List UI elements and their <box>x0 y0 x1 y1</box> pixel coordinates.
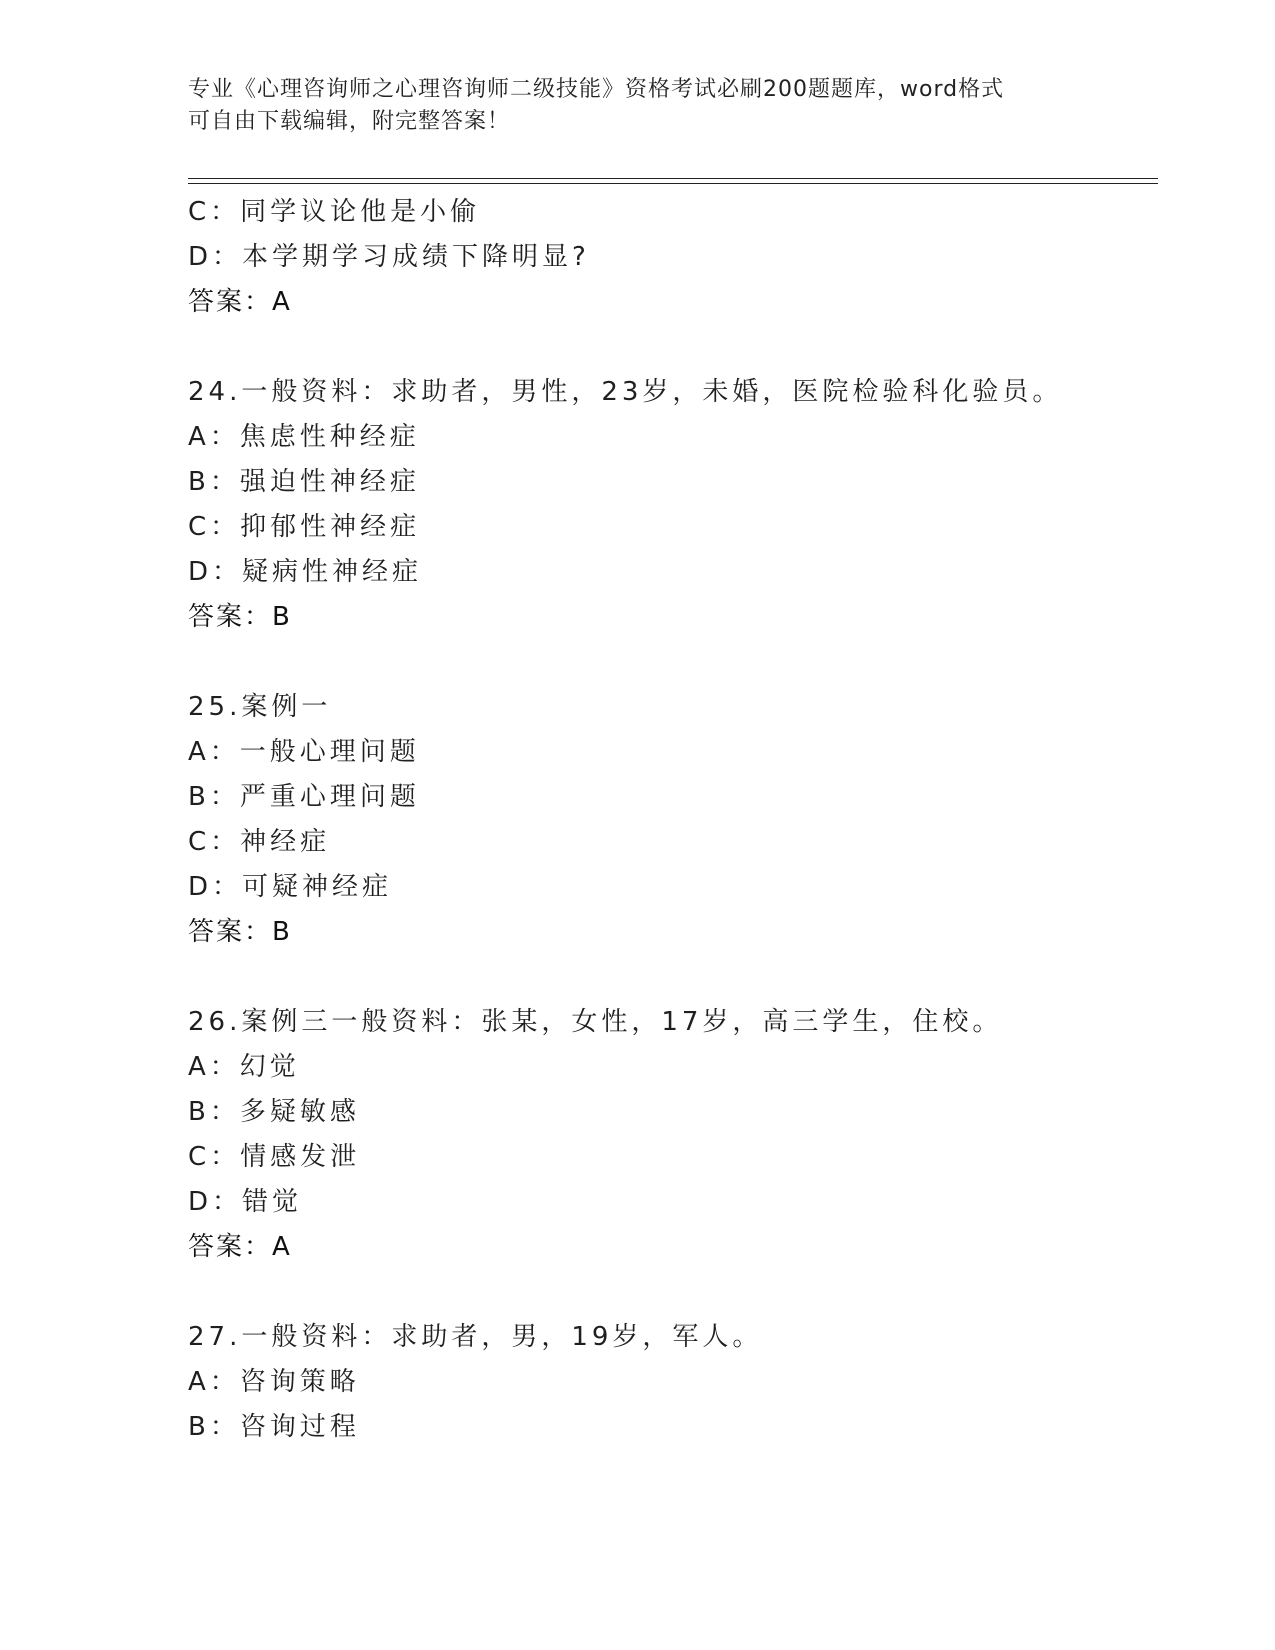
question-25 <box>188 685 1148 955</box>
option-b: B：强迫性神经症 <box>188 467 420 497</box>
question-27 <box>188 1315 1148 1450</box>
header-divider-top <box>188 178 1158 179</box>
option-d: D：疑病性神经症 <box>188 557 423 587</box>
answer-label: 答案：B <box>188 917 292 947</box>
question-stem: 25.案例一 <box>188 692 332 722</box>
question-26 <box>188 1000 1148 1270</box>
question-partial <box>188 190 1148 325</box>
answer-label: 答案：A <box>188 1232 292 1262</box>
spacer <box>188 640 1148 685</box>
option-d: D：错觉 <box>188 1187 303 1217</box>
answer-label: 答案：B <box>188 602 292 632</box>
spacer <box>188 955 1148 1000</box>
option-c: C：抑郁性神经症 <box>188 512 421 542</box>
option-c: C：同学议论他是小偷 <box>188 197 481 227</box>
header-divider-bottom <box>188 183 1158 184</box>
option-d: D：本学期学习成绩下降明显? <box>188 242 590 272</box>
option-a: A：幻觉 <box>188 1052 300 1082</box>
option-a: A：焦虑性种经症 <box>188 422 420 452</box>
header-line-2: 可自由下载编辑，附完整答案！ <box>188 109 511 134</box>
header-line-1: 专业《心理咨询师之心理咨询师二级技能》资格考试必刷200题题库，word格式 <box>188 77 1005 102</box>
option-d: D：可疑神经症 <box>188 872 393 902</box>
document-header <box>188 74 1088 138</box>
option-b: B：严重心理问题 <box>188 782 420 812</box>
option-c: C：神经症 <box>188 827 331 857</box>
question-24 <box>188 370 1148 640</box>
question-stem: 24.一般资料：求助者，男性，23岁，未婚，医院检验科化验员。 <box>188 377 1063 407</box>
option-a: A：一般心理问题 <box>188 737 420 767</box>
option-a: A：咨询策略 <box>188 1367 360 1397</box>
question-stem: 27.一般资料：求助者，男，19岁，军人。 <box>188 1322 763 1352</box>
answer-label: 答案：A <box>188 287 292 317</box>
question-list <box>188 190 1148 1450</box>
option-c: C：情感发泄 <box>188 1142 361 1172</box>
option-b: B：多疑敏感 <box>188 1097 360 1127</box>
question-stem: 26.案例三一般资料：张某，女性，17岁，高三学生，住校。 <box>188 1007 1003 1037</box>
option-b: B：咨询过程 <box>188 1412 360 1442</box>
spacer <box>188 325 1148 370</box>
spacer <box>188 1270 1148 1315</box>
